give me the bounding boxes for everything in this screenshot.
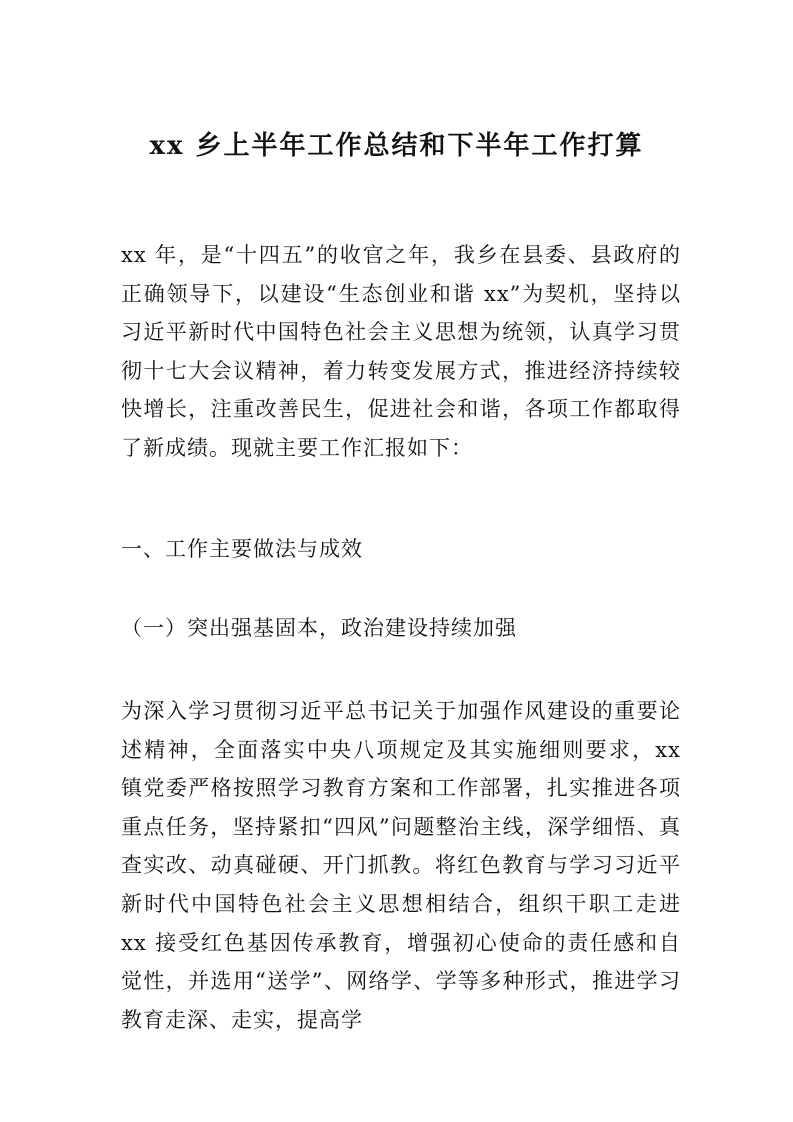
intro-paragraph: xx 年，是“十四五”的收官之年，我乡在县委、县政府的正确领导下，以建设“生态创业和谐 xx”为契机，坚持以习近平新时代中国特色社会主义思想为统领，认真学习贯彻十七大会议精神，着力转变发展方式，推进经济持续较快增长，注重改善民生，促进社会和谐，各项工作都取得了新成绩。现就主要工作汇报如下： xyxy=(121,243,681,460)
body-paragraph: 为深入学习贯彻习近平总书记关于加强作风建设的重要论述精神，全面落实中央八项规定及其实施细则要求，xx 镇党委严格按照学习教育方案和工作部署，扎实推进各项重点任务，坚持紧扣“四风”问题整治主线，深学细悟、真查实改、动真碰硬、开门抓教。将红色教育与学习习近平新时代中国特色社会主义思想相结合，组织干职工走进 xx 接受红色基因传承教育，增强初心使命的责任感和自觉性，并选用“送学”、网络学、学等多种形式，推进学习教育走深、走实，提高学 xyxy=(121,699,681,1032)
subsection-heading: （一）突出强基固本，政治建设持续加强 xyxy=(121,616,517,640)
section-heading: 一、工作主要做法与成效 xyxy=(121,537,363,561)
document-title: xx 乡上半年工作总结和下半年工作打算 xyxy=(149,131,644,161)
